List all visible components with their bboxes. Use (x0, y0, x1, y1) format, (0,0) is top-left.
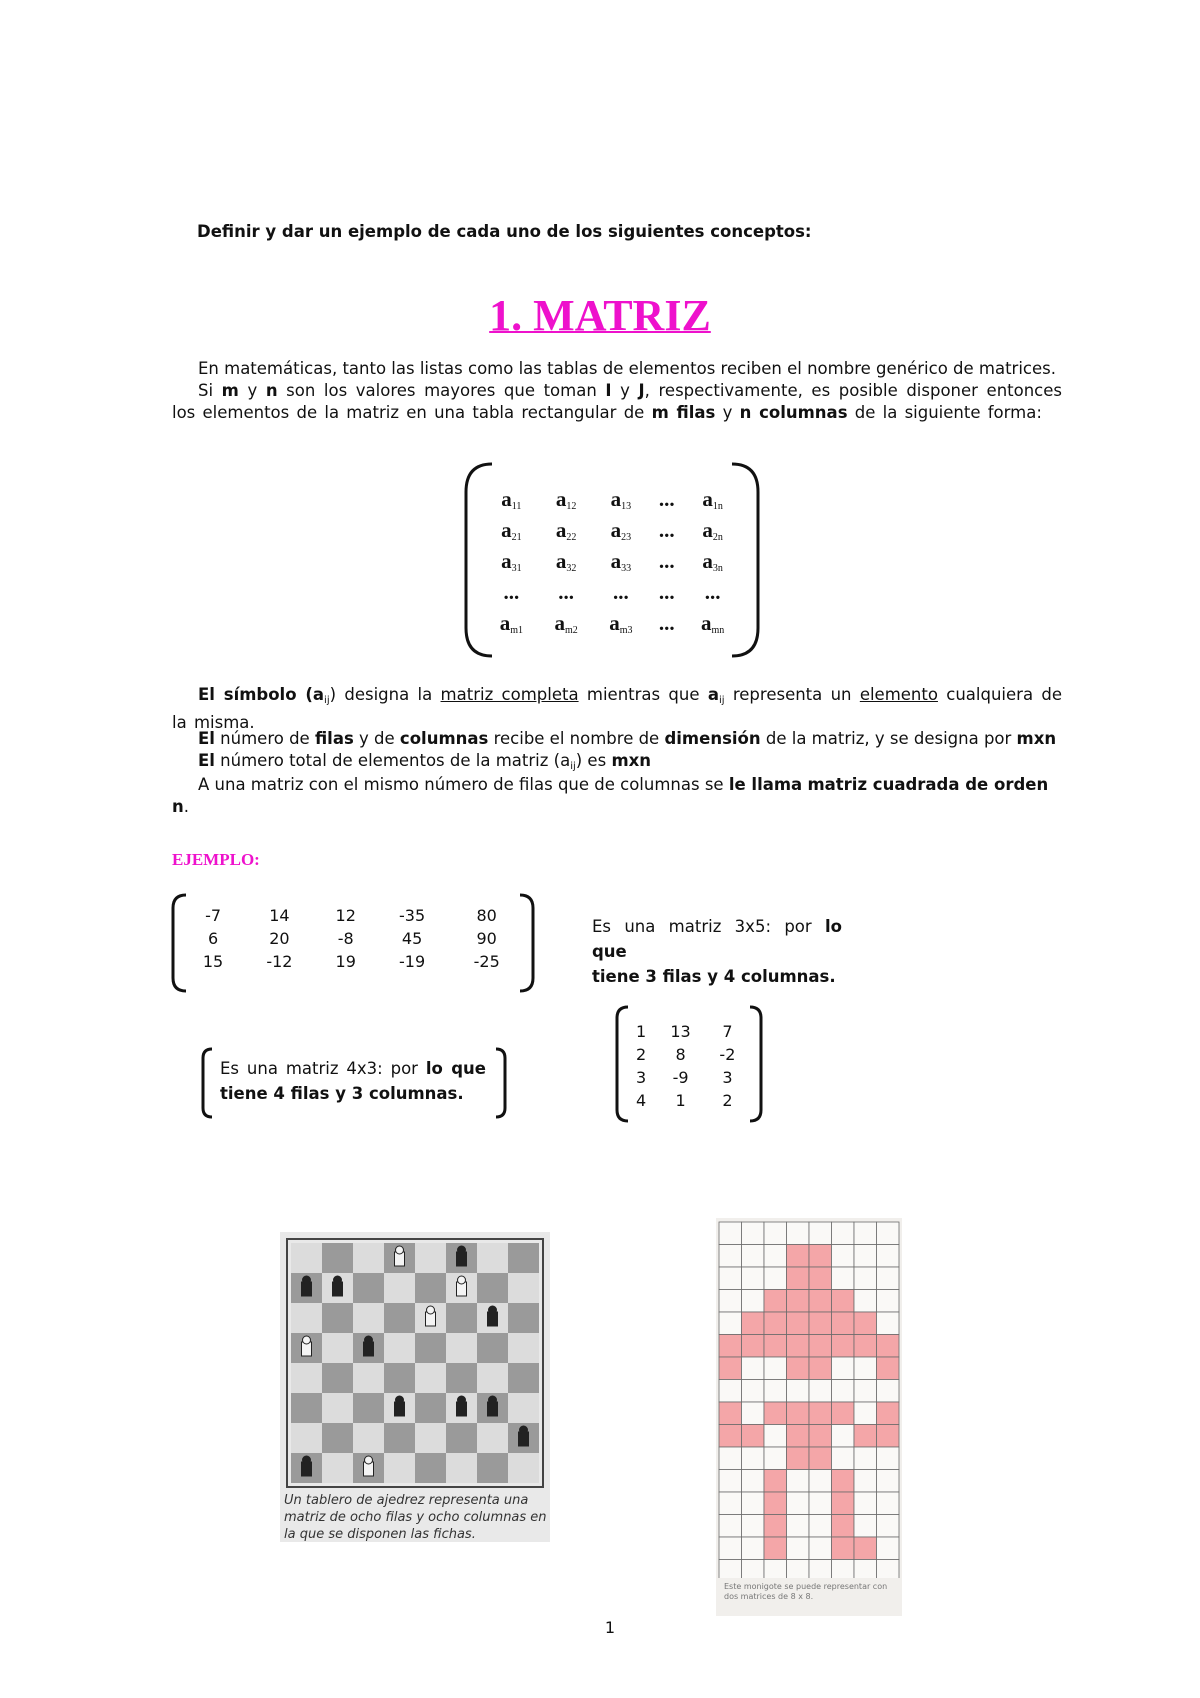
paragraph-6: A una matriz con el mismo número de filas que de columnas se le llama matriz cuadrada de orden n. (172, 775, 1049, 816)
grid-cell (877, 1357, 900, 1380)
matrix-row (484, 546, 740, 577)
grid-cell (877, 1447, 900, 1470)
intro-heading: Definir y dar un ejemplo de cada uno de los siguientes conceptos: (197, 222, 812, 241)
chess-square (415, 1333, 446, 1363)
matrix-row (184, 927, 524, 950)
grid-cell (854, 1245, 877, 1268)
matrix-cell: 4 (636, 1091, 647, 1110)
grid-cell (787, 1245, 810, 1268)
chess-caption: Un tablero de ajedrez representa una matriz de ocho filas y ocho columnas en la que se disponen las fichas. (284, 1493, 547, 1542)
chess-square (508, 1333, 539, 1363)
matrix-row (484, 608, 740, 639)
matrix-cell: -19 (399, 952, 426, 971)
matrix-row (484, 515, 740, 546)
grid-cell (787, 1470, 810, 1493)
matrix-cell: $a_{32}$ (555, 549, 577, 574)
grid-cell (764, 1560, 787, 1579)
chess-square (291, 1303, 322, 1333)
matrix-cell: ... (658, 580, 675, 604)
matrix-4x3 (614, 1004, 764, 1124)
matrix-cell: 6 (207, 929, 219, 948)
chess-piece-icon (395, 1246, 405, 1266)
grid-cell (742, 1335, 765, 1358)
chess-square (353, 1273, 384, 1303)
chess-square (322, 1453, 353, 1483)
grid-cell (877, 1425, 900, 1448)
general-matrix-table (484, 484, 740, 639)
chess-square (477, 1453, 508, 1483)
grid-cell (809, 1245, 832, 1268)
matrix-cell: ... (658, 611, 675, 635)
chess-piece-icon (333, 1276, 343, 1296)
grid-cell (764, 1222, 787, 1245)
matrix-cell: $a_{31}$ (501, 549, 522, 574)
chess-piece-icon (364, 1456, 374, 1476)
grid-cell (832, 1245, 855, 1268)
matrix-cell: $a_{2n}$ (702, 518, 723, 543)
matrix-cell: -8 (337, 929, 354, 948)
chess-piece-icon (457, 1276, 467, 1296)
chess-square (508, 1363, 539, 1393)
grid-cell (854, 1267, 877, 1290)
grid-cell (764, 1312, 787, 1335)
grid-cell (764, 1402, 787, 1425)
grid-cell (742, 1380, 765, 1403)
matrix-cell: ... (503, 580, 520, 604)
chess-square (508, 1273, 539, 1303)
grid-cell (877, 1560, 900, 1579)
matrix-cell: $a_{22}$ (555, 518, 577, 543)
paragraph-3: El símbolo $(a_{ij})$ designa la matriz completa mientras que $a_{ij}$ representa un elemento cualquiera de la misma. (172, 685, 1062, 732)
grid-cell (787, 1267, 810, 1290)
chess-square (322, 1363, 353, 1393)
grid-cell (809, 1470, 832, 1493)
grid-cell (832, 1447, 855, 1470)
matrix-row (484, 577, 740, 608)
grid-cell (742, 1222, 765, 1245)
chess-square (477, 1333, 508, 1363)
matrix-cell: $a_{1n}$ (702, 487, 723, 512)
grid-cell (832, 1267, 855, 1290)
grid-cell (854, 1222, 877, 1245)
grid-cell (854, 1380, 877, 1403)
matrix-cell: 2 (722, 1091, 733, 1110)
grid-cell (832, 1335, 855, 1358)
grid-cell (764, 1380, 787, 1403)
grid-cell (719, 1402, 742, 1425)
matrix-cell: 45 (401, 929, 423, 948)
grid-cell (809, 1312, 832, 1335)
chess-piece-icon (395, 1396, 405, 1416)
paragraph-1: En matemáticas, tanto las listas como las tablas de elementos reciben el nombre genérico de matrices. (198, 359, 1056, 378)
pixel-grid-top (719, 1222, 899, 1402)
grid-cell (719, 1537, 742, 1560)
grid-cell (877, 1222, 900, 1245)
chess-square (508, 1243, 539, 1273)
grid-cell (764, 1447, 787, 1470)
grid-cell (877, 1402, 900, 1425)
matrix-row (184, 904, 524, 927)
grid-cell (809, 1492, 832, 1515)
grid-cell (742, 1402, 765, 1425)
grid-cell (719, 1335, 742, 1358)
page-title: 1. MATRIZ (489, 291, 711, 340)
matrix-cell: ... (704, 580, 721, 604)
grid-cell (877, 1380, 900, 1403)
grid-cell (764, 1515, 787, 1538)
matrix-3x5-table (184, 904, 524, 973)
chess-square (477, 1363, 508, 1393)
chess-square (508, 1393, 539, 1423)
matrix-row (184, 950, 524, 973)
matrix-cell: $a_{m1}$ (499, 611, 523, 636)
matrix-cell: ... (658, 518, 675, 542)
grid-cell (742, 1267, 765, 1290)
grid-cell (809, 1425, 832, 1448)
grid-cell (809, 1402, 832, 1425)
grid-cell (764, 1335, 787, 1358)
matrix-row (484, 484, 740, 515)
matrix-cell: $a_{3n}$ (702, 549, 723, 574)
grid-cell (832, 1312, 855, 1335)
pixel-grid-bottom (719, 1402, 899, 1578)
matrix-cell: -35 (399, 906, 426, 925)
grid-cell (877, 1515, 900, 1538)
chess-square (415, 1273, 446, 1303)
chess-square (384, 1303, 415, 1333)
matrix-cell: $a_{12}$ (555, 487, 577, 512)
chess-piece-icon (302, 1336, 312, 1356)
grid-cell (832, 1380, 855, 1403)
chess-square (446, 1333, 477, 1363)
grid-cell (854, 1470, 877, 1493)
chess-square (477, 1243, 508, 1273)
grid-cell (764, 1470, 787, 1493)
grid-cell (809, 1290, 832, 1313)
chess-piece-icon (302, 1276, 312, 1296)
grid-cell (719, 1380, 742, 1403)
page-number: 1 (604, 1618, 616, 1637)
grid-cell (787, 1492, 810, 1515)
caption-4x3: Es una matriz 4x3: por lo que tiene 4 filas y 3 columnas. (220, 1059, 486, 1103)
grid-cell (877, 1245, 900, 1268)
grid-cell (719, 1470, 742, 1493)
matrix-cell: ... (658, 487, 675, 511)
matrix-row (628, 1043, 748, 1066)
chess-square (508, 1303, 539, 1333)
grid-cell (877, 1335, 900, 1358)
pixel-figure (716, 1218, 902, 1616)
grid-cell (742, 1425, 765, 1448)
chess-square (322, 1243, 353, 1273)
grid-cell (787, 1402, 810, 1425)
chess-square (353, 1393, 384, 1423)
grid-cell (764, 1245, 787, 1268)
grid-cell (787, 1312, 810, 1335)
paragraph-2: Si m y n son los valores mayores que toman I y J, respectivamente, es posible disponer entonces los elementos de la matriz en una tabla rectangular de m filas y n columnas de la siguiente forma: (172, 381, 1062, 422)
chess-square (291, 1423, 322, 1453)
chess-square (446, 1303, 477, 1333)
chess-square (291, 1393, 322, 1423)
grid-cell (764, 1357, 787, 1380)
grid-cell (742, 1245, 765, 1268)
chess-square (446, 1453, 477, 1483)
grid-cell (742, 1290, 765, 1313)
matrix-cell: -2 (719, 1045, 736, 1064)
grid-cell (877, 1290, 900, 1313)
general-matrix (462, 460, 762, 660)
matrix-cell: -9 (672, 1068, 689, 1087)
chess-square (353, 1363, 384, 1393)
chess-square (415, 1363, 446, 1393)
grid-cell (764, 1267, 787, 1290)
grid-cell (787, 1537, 810, 1560)
matrix-cell: $a_{11}$ (501, 487, 522, 512)
matrix-cell: 20 (269, 929, 290, 948)
grid-cell (742, 1312, 765, 1335)
matrix-cell: 12 (335, 906, 356, 925)
grid-cell (809, 1267, 832, 1290)
grid-cell (719, 1267, 742, 1290)
matrix-cell: 7 (722, 1022, 733, 1041)
matrix-cell: 8 (675, 1045, 686, 1064)
chess-square (291, 1363, 322, 1393)
grid-cell (854, 1402, 877, 1425)
grid-cell (809, 1537, 832, 1560)
chess-square (384, 1333, 415, 1363)
chess-piece-icon (488, 1396, 498, 1416)
grid-cell (719, 1560, 742, 1579)
paragraph-5: El número total de elementos de la matriz $(a_{ij})$ es mxn (198, 751, 652, 772)
chess-square (477, 1273, 508, 1303)
grid-cell (719, 1245, 742, 1268)
grid-cell (832, 1290, 855, 1313)
chess-square (384, 1273, 415, 1303)
chess-square (322, 1333, 353, 1363)
grid-cell (787, 1425, 810, 1448)
chess-piece-icon (457, 1396, 467, 1416)
grid-cell (809, 1447, 832, 1470)
grid-cell (787, 1335, 810, 1358)
pixel-figure-caption: Este monigote se puede representar con dos matrices de 8 x 8. (724, 1582, 888, 1601)
matrix-cell: -7 (205, 906, 222, 925)
grid-cell (742, 1470, 765, 1493)
grid-cell (764, 1492, 787, 1515)
chess-square (415, 1393, 446, 1423)
grid-cell (764, 1290, 787, 1313)
grid-cell (854, 1290, 877, 1313)
grid-cell (832, 1357, 855, 1380)
grid-cell (854, 1537, 877, 1560)
grid-cell (832, 1515, 855, 1538)
grid-cell (854, 1492, 877, 1515)
matrix-4x3-table (628, 1020, 748, 1112)
grid-cell (719, 1425, 742, 1448)
grid-cell (854, 1312, 877, 1335)
grid-cell (832, 1537, 855, 1560)
grid-cell (719, 1515, 742, 1538)
grid-cell (854, 1560, 877, 1579)
grid-cell (854, 1357, 877, 1380)
grid-cell (877, 1312, 900, 1335)
chess-square (384, 1423, 415, 1453)
grid-cell (877, 1470, 900, 1493)
chess-piece-icon (302, 1456, 312, 1476)
grid-cell (787, 1357, 810, 1380)
grid-cell (877, 1537, 900, 1560)
chess-square (353, 1243, 384, 1273)
grid-cell (809, 1335, 832, 1358)
matrix-cell: $a_{33}$ (610, 549, 632, 574)
pixel-figure-grids (716, 1218, 902, 1578)
grid-cell (854, 1425, 877, 1448)
matrix-cell: 3 (722, 1068, 733, 1087)
chess-square (353, 1423, 384, 1453)
grid-cell (742, 1560, 765, 1579)
grid-cell (787, 1560, 810, 1579)
matrix-cell: $a_{m2}$ (554, 611, 578, 636)
grid-cell (719, 1447, 742, 1470)
chess-square (384, 1453, 415, 1483)
matrix-cell: 80 (476, 906, 497, 925)
matrix-cell: ... (658, 549, 675, 573)
grid-cell (742, 1492, 765, 1515)
grid-cell (764, 1425, 787, 1448)
grid-cell (787, 1447, 810, 1470)
grid-cell (787, 1222, 810, 1245)
grid-cell (742, 1357, 765, 1380)
chess-square (353, 1303, 384, 1333)
matrix-cell: $a_{m3}$ (609, 611, 633, 636)
matrix-cell: 3 (636, 1068, 647, 1087)
matrix-cell: ... (612, 580, 629, 604)
chess-square (415, 1243, 446, 1273)
chess-piece-icon (488, 1306, 498, 1326)
chess-square (508, 1453, 539, 1483)
chess-square (415, 1453, 446, 1483)
chess-board-figure (280, 1232, 550, 1542)
grid-cell (742, 1537, 765, 1560)
matrix-cell: $a_{13}$ (610, 487, 632, 512)
grid-cell (719, 1222, 742, 1245)
chess-square (384, 1363, 415, 1393)
grid-cell (809, 1560, 832, 1579)
chess-square (322, 1423, 353, 1453)
chess-piece-icon (426, 1306, 436, 1326)
matrix-cell: 1 (675, 1091, 686, 1110)
grid-cell (832, 1492, 855, 1515)
paragraph-4: El número de filas y de columnas recibe el nombre de dimensión de la matriz, y se designa por mxn (198, 729, 1057, 748)
grid-cell (719, 1290, 742, 1313)
chess-square (291, 1243, 322, 1273)
grid-cell (809, 1357, 832, 1380)
matrix-row (628, 1089, 748, 1112)
matrix-cell: 1 (636, 1022, 647, 1041)
grid-cell (719, 1357, 742, 1380)
matrix-cell: $a_{23}$ (610, 518, 632, 543)
grid-cell (719, 1492, 742, 1515)
grid-cell (854, 1447, 877, 1470)
grid-cell (832, 1560, 855, 1579)
grid-cell (832, 1425, 855, 1448)
matrix-cell: 13 (670, 1022, 691, 1041)
matrix-cell: $a_{mn}$ (700, 611, 725, 636)
matrix-row (628, 1066, 748, 1089)
grid-cell (832, 1402, 855, 1425)
chess-piece-icon (457, 1246, 467, 1266)
grid-cell (742, 1515, 765, 1538)
matrix-cell: 19 (335, 952, 356, 971)
grid-cell (809, 1380, 832, 1403)
matrix-cell: 14 (269, 906, 290, 925)
grid-cell (854, 1515, 877, 1538)
example-label: EJEMPLO: (172, 850, 260, 869)
chess-square (322, 1393, 353, 1423)
grid-cell (877, 1267, 900, 1290)
grid-cell (742, 1447, 765, 1470)
chess-square (446, 1363, 477, 1393)
grid-cell (832, 1222, 855, 1245)
chess-board (286, 1238, 544, 1488)
matrix-cell: 90 (476, 929, 497, 948)
chess-piece-icon (519, 1426, 529, 1446)
grid-cell (832, 1470, 855, 1493)
matrix-cell: -25 (473, 952, 500, 971)
grid-cell (719, 1312, 742, 1335)
matrix-cell: 15 (202, 952, 224, 971)
matrix-cell: $a_{21}$ (501, 518, 522, 543)
matrix-row (628, 1020, 748, 1043)
caption-3x5: Es una matriz 3x5: por lo que tiene 3 filas y 4 columnas. (592, 917, 842, 986)
chess-square (446, 1423, 477, 1453)
matrix-cell: 2 (636, 1045, 647, 1064)
matrix-3x5 (170, 892, 536, 994)
grid-cell (787, 1380, 810, 1403)
grid-cell (809, 1515, 832, 1538)
chess-square (415, 1423, 446, 1453)
chess-square (322, 1303, 353, 1333)
chess-piece-icon (364, 1336, 374, 1356)
grid-cell (809, 1222, 832, 1245)
grid-cell (764, 1537, 787, 1560)
chess-square (477, 1423, 508, 1453)
grid-cell (787, 1515, 810, 1538)
matrix-cell: ... (558, 580, 574, 604)
matrix-cell: -12 (266, 952, 293, 971)
grid-cell (854, 1335, 877, 1358)
grid-cell (787, 1290, 810, 1313)
grid-cell (877, 1492, 900, 1515)
